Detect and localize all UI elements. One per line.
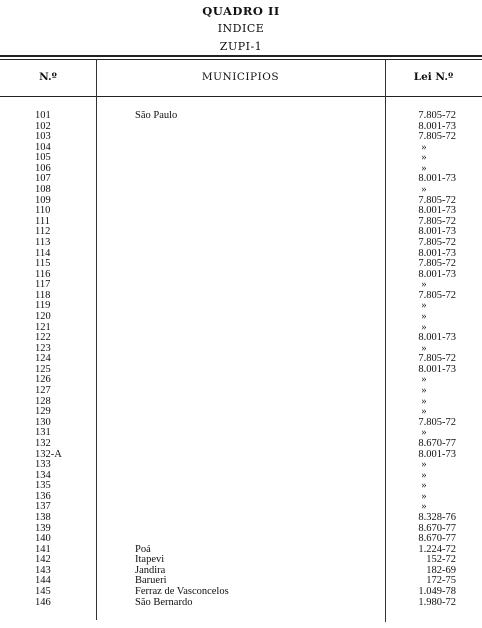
row-lei: » xyxy=(421,395,427,407)
table-row xyxy=(0,259,482,270)
row-lei: » xyxy=(421,490,427,502)
row-lei: » xyxy=(421,459,427,471)
row-number: 104 xyxy=(35,141,51,153)
table-row xyxy=(0,164,482,175)
table-row xyxy=(0,227,482,238)
row-lei: 152-72 xyxy=(426,554,456,566)
row-lei: » xyxy=(421,152,427,164)
row-number: 124 xyxy=(35,353,51,365)
table-row xyxy=(0,217,482,228)
table-row xyxy=(0,333,482,344)
row-municipio: Ferraz de Vasconcelos xyxy=(135,586,229,598)
row-lei: » xyxy=(421,310,427,322)
row-municipio: São Paulo xyxy=(135,110,178,121)
row-lei: 8.001-73 xyxy=(418,268,456,280)
table-row xyxy=(0,471,482,482)
row-number: 123 xyxy=(35,342,51,354)
row-lei: » xyxy=(421,374,427,386)
column-header-municipios: MUNICIPIOS xyxy=(201,71,280,83)
column-header-lei: Lei N.º xyxy=(413,71,454,83)
row-lei: 8.001-73 xyxy=(418,120,456,132)
table-row xyxy=(0,111,482,122)
row-number: 126 xyxy=(35,374,51,386)
row-lei: » xyxy=(421,321,427,333)
row-number: 132 xyxy=(35,437,51,449)
row-number: 105 xyxy=(35,152,51,164)
table-row xyxy=(0,174,482,185)
title-block xyxy=(0,2,482,56)
table-row xyxy=(0,428,482,439)
document-title: QUADRO II xyxy=(202,4,280,18)
row-number: 118 xyxy=(35,289,51,301)
table-row xyxy=(0,196,482,207)
row-number: 112 xyxy=(35,226,51,238)
row-lei: 8.001-73 xyxy=(418,448,456,460)
row-number: 103 xyxy=(35,131,51,143)
column-header-number: N.º xyxy=(39,71,57,83)
row-lei: 7.805-72 xyxy=(418,236,456,248)
row-lei: 8.670-77 xyxy=(418,522,456,534)
row-number: 138 xyxy=(35,511,51,523)
row-number: 133 xyxy=(35,459,51,471)
table-row xyxy=(0,206,482,217)
row-number: 139 xyxy=(35,522,51,534)
row-municipio: São Bernardo xyxy=(135,596,193,608)
table-header-rule xyxy=(0,96,482,97)
row-lei: 8.001-73 xyxy=(418,363,456,375)
row-number: 111 xyxy=(35,215,50,227)
row-number: 115 xyxy=(35,258,51,270)
table-row xyxy=(0,524,482,535)
row-lei: » xyxy=(421,427,427,439)
table-row xyxy=(0,238,482,249)
row-lei: 182-69 xyxy=(426,564,456,576)
table-row xyxy=(0,450,482,461)
row-lei: 8.001-73 xyxy=(418,173,456,185)
row-number: 140 xyxy=(35,533,51,545)
row-lei: 8.670-77 xyxy=(418,533,456,545)
row-lei: 1.049-78 xyxy=(418,586,456,598)
table-row xyxy=(0,576,482,587)
row-lei: 8.001-73 xyxy=(418,247,456,259)
row-lei: » xyxy=(421,342,427,354)
table-row xyxy=(0,555,482,566)
row-lei: 8.001-73 xyxy=(418,226,456,238)
row-lei: 1.224-72 xyxy=(418,543,456,555)
row-number: 114 xyxy=(35,247,51,259)
table-row xyxy=(0,323,482,334)
row-lei: 8.328-76 xyxy=(418,511,456,523)
row-lei: 7.805-72 xyxy=(418,110,456,121)
table-row xyxy=(0,375,482,386)
table-row xyxy=(0,312,482,323)
table-row xyxy=(0,397,482,408)
table-body xyxy=(0,111,482,608)
table-row xyxy=(0,545,482,556)
table-row xyxy=(0,407,482,418)
table-row xyxy=(0,185,482,196)
row-municipio: Poá xyxy=(135,543,151,555)
row-number: 109 xyxy=(35,194,51,206)
row-lei: » xyxy=(421,480,427,492)
row-municipio: Jandira xyxy=(135,564,166,576)
row-number: 127 xyxy=(35,385,51,397)
row-number: 142 xyxy=(35,554,51,566)
row-number: 134 xyxy=(35,469,51,481)
row-lei: » xyxy=(421,162,427,174)
row-number: 101 xyxy=(35,110,51,121)
table-row xyxy=(0,598,482,609)
table-row xyxy=(0,301,482,312)
row-lei: 7.805-72 xyxy=(418,289,456,301)
table-row xyxy=(0,365,482,376)
row-number: 116 xyxy=(35,268,51,280)
row-lei: 7.805-72 xyxy=(418,194,456,206)
row-number: 144 xyxy=(35,575,51,587)
row-lei: » xyxy=(421,279,427,291)
row-number: 107 xyxy=(35,173,51,185)
row-lei: » xyxy=(421,184,427,196)
table-row xyxy=(0,439,482,450)
row-lei: » xyxy=(421,501,427,513)
row-lei: 172-75 xyxy=(426,575,456,587)
row-lei: 7.805-72 xyxy=(418,258,456,270)
table-row xyxy=(0,534,482,545)
table-row xyxy=(0,492,482,503)
table-row xyxy=(0,587,482,598)
table-row xyxy=(0,291,482,302)
document-subtitle-index: INDICE xyxy=(217,22,265,35)
table-row xyxy=(0,344,482,355)
row-number: 120 xyxy=(35,310,51,322)
table-row xyxy=(0,132,482,143)
row-lei: 7.805-72 xyxy=(418,131,456,143)
table-row xyxy=(0,249,482,260)
row-lei: 7.805-72 xyxy=(418,215,456,227)
row-number: 125 xyxy=(35,363,51,375)
row-number: 137 xyxy=(35,501,51,513)
row-number: 146 xyxy=(35,596,51,608)
row-number: 145 xyxy=(35,586,51,598)
table-row xyxy=(0,153,482,164)
row-municipio: Itapevi xyxy=(135,554,165,566)
row-number: 129 xyxy=(35,406,51,418)
row-lei: 1.980-72 xyxy=(418,596,456,608)
row-number: 108 xyxy=(35,184,51,196)
row-lei: 7.805-72 xyxy=(418,416,456,428)
row-lei: 8.001-73 xyxy=(418,332,456,344)
row-lei: 8.670-77 xyxy=(418,437,456,449)
table-row xyxy=(0,386,482,397)
table-row xyxy=(0,418,482,429)
table-row xyxy=(0,566,482,577)
row-number: 102 xyxy=(35,120,51,132)
table-row xyxy=(0,513,482,524)
row-number: 121 xyxy=(35,321,51,333)
row-number: 131 xyxy=(35,427,51,439)
table-row xyxy=(0,143,482,154)
row-number: 141 xyxy=(35,543,51,555)
row-lei: » xyxy=(421,406,427,418)
document-subtitle-zone: ZUPI-1 xyxy=(219,40,263,53)
row-number: 136 xyxy=(35,490,51,502)
row-number: 128 xyxy=(35,395,51,407)
table-row xyxy=(0,270,482,281)
table-row xyxy=(0,481,482,492)
table-row xyxy=(0,354,482,365)
row-lei: » xyxy=(421,300,427,312)
row-number: 110 xyxy=(35,205,51,217)
row-number: 143 xyxy=(35,564,51,576)
row-number: 117 xyxy=(35,279,51,291)
row-number: 106 xyxy=(35,162,51,174)
row-number: 122 xyxy=(35,332,51,344)
row-lei: 8.001-73 xyxy=(418,205,456,217)
row-municipio: Barueri xyxy=(135,575,167,587)
row-lei: 7.805-72 xyxy=(418,353,456,365)
table-row xyxy=(0,122,482,133)
table-row xyxy=(0,280,482,291)
row-number: 119 xyxy=(35,300,51,312)
row-number: 135 xyxy=(35,480,51,492)
row-number: 132-A xyxy=(35,448,62,460)
row-lei: » xyxy=(421,469,427,481)
table-row xyxy=(0,460,482,471)
row-lei: » xyxy=(421,385,427,397)
table-top-rule xyxy=(0,55,482,60)
row-number: 130 xyxy=(35,416,51,428)
row-number: 113 xyxy=(35,236,51,248)
row-lei: » xyxy=(421,141,427,153)
table-row xyxy=(0,502,482,513)
